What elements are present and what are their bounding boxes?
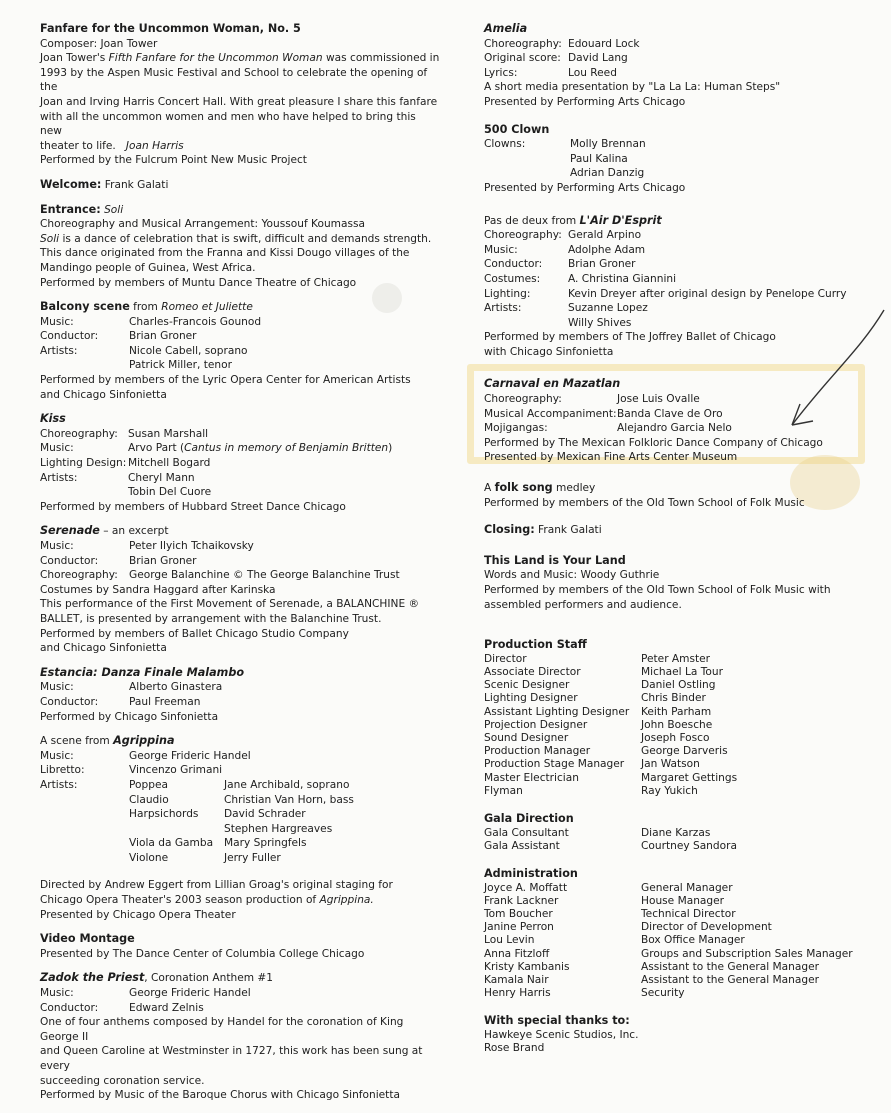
agrippina-presented: Presented by Chicago Opera Theater [40, 908, 236, 921]
credit-row: Original score: David Lang [484, 52, 628, 65]
zadok-body-line: and Queen Caroline at Westminster in 1727, this work has been sung at every [40, 1045, 423, 1072]
administration-title: Administration [484, 867, 578, 881]
agrippina-direction: Chicago Opera Theater's 2003 season production of Agrippina. [40, 894, 374, 907]
clown-presented: Presented by Performing Arts Chicago [484, 181, 686, 194]
entrance-section [40, 203, 440, 291]
carnaval-section [484, 377, 864, 465]
credit-row: Musical Accompaniment: Banda Clave de Oro [484, 407, 723, 420]
video-title: Video Montage [40, 932, 135, 946]
zadok-heading: Zadok the Priest, Coronation Anthem #1 [40, 971, 274, 985]
credit-row: Music: Peter Ilyich Tchaikovsky [40, 540, 254, 552]
amelia-title: Amelia [484, 22, 528, 35]
cast-row: Stephen Hargreaves [224, 822, 333, 835]
balcony-performed: Performed by members of the Lyric Opera Center for American Artists [40, 374, 411, 387]
video-presented: Presented by The Dance Center of Columbia College Chicago [40, 947, 365, 960]
cast-row: Artists: Poppea Jane Archibald, soprano [40, 778, 350, 791]
thanks-item: Hawkeye Scenic Studios, Inc. [484, 1029, 639, 1042]
credit-row: Music: George Frideric Handel [40, 749, 251, 762]
staff-row: Scenic Designer Daniel Ostling [484, 679, 716, 692]
fanfare-title: Fanfare for the Uncommon Woman, No. 5 [40, 22, 301, 35]
staff-row: Master Electrician Margaret Gettings [484, 771, 738, 784]
staff-row: Kamala Nair Assistant to the General Manager [484, 974, 819, 987]
credit-row: Paul Kalina [570, 152, 628, 165]
cast-row: Viola da Gamba Mary Springfels [129, 837, 307, 850]
credit-row: Choreography: Gerald Arpino [484, 229, 642, 242]
credit-row: Choreography: George Balanchine © The George Balanchine Trust [40, 569, 400, 582]
credit-row: Patrick Miller, tenor [129, 359, 232, 372]
gala-direction-section [484, 812, 864, 853]
staff-row: Janine Perron Director of Development [484, 921, 772, 934]
closing-value: Frank Galati [534, 524, 602, 537]
folk-heading: A folk song medley [484, 481, 596, 495]
cast-row: Claudio Christian Van Horn, bass [129, 793, 354, 806]
agrippina-direction: Directed by Andrew Eggert from Lillian Groag's original staging for [40, 879, 393, 892]
cast-row: Violone Jerry Fuller [129, 851, 281, 864]
land-words: Words and Music: Woody Guthrie [484, 569, 660, 582]
folk-section [484, 481, 864, 510]
fanfare-body-line: Joan Tower's Fifth Fanfare for the Uncommon Woman was commissioned in [40, 52, 440, 65]
serenade-body-line: This performance of the First Movement of Serenade, a BALANCHINE ® [40, 598, 420, 611]
credit-row: Lyrics: Lou Reed [484, 66, 617, 79]
serenade-section [40, 524, 440, 655]
production-staff-section [484, 638, 864, 798]
administration-section [484, 867, 864, 1000]
staff-row: Lou Levin Box Office Manager [484, 934, 745, 947]
credit-row: Lighting: Kevin Dreyer after original design by Penelope Curry [484, 287, 847, 300]
fanfare-body-line: Joan and Irving Harris Concert Hall. With great pleasure I share this fanfare [40, 95, 438, 108]
esprit-section [484, 214, 864, 360]
entrance-performed: Performed by members of Muntu Dance Theatre of Chicago [40, 276, 357, 289]
staff-row: Director Peter Amster [484, 652, 711, 665]
staff-row: Production Manager George Darveris [484, 745, 728, 758]
esprit-performed: with Chicago Sinfonietta [484, 345, 614, 358]
closing-section [484, 523, 864, 538]
fanfare-performed: Performed by the Fulcrum Point New Music Project [40, 154, 307, 167]
staff-row: Flyman Ray Yukich [484, 784, 698, 797]
folk-performed: Performed by members of the Old Town School of Folk Music [484, 496, 805, 509]
welcome-label: Welcome: [40, 177, 102, 191]
staff-row: Frank Lackner House Manager [484, 894, 725, 907]
serenade-body-line: Performed by members of Ballet Chicago Studio Company [40, 627, 349, 640]
agrippina-section [40, 734, 440, 922]
estancia-performed: Performed by Chicago Sinfonietta [40, 710, 219, 723]
credit-row: Artists: Suzanne Lopez [484, 302, 648, 315]
staff-row: Production Stage Manager Jan Watson [484, 758, 700, 771]
spacer [40, 865, 440, 878]
carnaval-presented: Presented by Mexican Fine Arts Center Museum [484, 451, 738, 464]
credit-row: Tobin Del Cuore [128, 486, 212, 499]
land-performed: Performed by members of the Old Town School of Folk Music with [484, 584, 831, 596]
land-performed: assembled performers and audience. [484, 598, 682, 611]
kiss-title: Kiss [40, 412, 66, 426]
zadok-body-line: One of four anthems composed by Handel for the coronation of King George II [40, 1016, 404, 1043]
credit-row: Choreography: Edouard Lock [484, 37, 640, 50]
staff-row: Sound Designer Joseph Fosco [484, 732, 710, 744]
credit-row: Music: George Frideric Handel [40, 987, 251, 1000]
entrance-body-line: This dance originated from the Franna and Kissi Dougo villages of the [40, 247, 410, 260]
serenade-body-line: BALLET, is presented by arrangement with the Balanchine Trust. [40, 612, 382, 625]
thanks-item: Rose Brand [484, 1042, 545, 1055]
thanks-section [484, 1014, 864, 1055]
zadok-section [40, 971, 440, 1102]
credit-row: Choreography: Susan Marshall [40, 427, 209, 440]
land-section [484, 554, 864, 612]
staff-row: Joyce A. Moffatt General Manager [484, 881, 733, 894]
credit-row: Willy Shives [568, 316, 632, 329]
staff-row: Assistant Lighting Designer Keith Parham [484, 705, 712, 718]
serenade-body-line: and Chicago Sinfonietta [40, 642, 167, 655]
entrance-body-line: Mandingo people of Guinea, West Africa. [40, 261, 256, 274]
credit-row: Choreography: Jose Luis Ovalle [484, 393, 700, 406]
balcony-heading: Balcony scene from Romeo et Juliette [40, 300, 253, 314]
fanfare-composer: Composer: Joan Tower [40, 37, 158, 50]
thanks-title: With special thanks to: [484, 1014, 630, 1028]
staff-row: Lighting Designer Chris Binder [484, 692, 706, 705]
serenade-heading: Serenade – an excerpt [40, 524, 169, 538]
amelia-section [484, 22, 864, 110]
carnaval-title: Carnaval en Mazatlan [484, 377, 621, 391]
credit-row: Costumes: A. Christina Giannini [484, 272, 677, 285]
credit-row: Music: Charles-Francois Gounod [40, 315, 262, 328]
video-section [40, 932, 440, 961]
agrippina-heading: A scene from Agrippina [40, 734, 175, 748]
balcony-section [40, 300, 440, 402]
staff-row: Kristy Kambanis Assistant to the General Manager [484, 960, 819, 973]
credit-row: Adrian Danzig [570, 167, 645, 180]
fanfare-section [40, 22, 440, 168]
kiss-section [40, 412, 440, 514]
staff-row: Gala Assistant Courtney Sandora [484, 839, 737, 852]
carnaval-performed: Performed by The Mexican Folkloric Dance Company of Chicago [484, 436, 823, 449]
estancia-section [40, 666, 440, 724]
kiss-performed: Performed by members of Hubbard Street Dance Chicago [40, 500, 346, 513]
land-title: This Land is Your Land [484, 553, 626, 567]
credit-row: Artists: Nicole Cabell, soprano [40, 344, 248, 357]
credit-row: Libretto: Vincenzo Grimani [40, 764, 223, 777]
credit-row: Conductor: Brian Groner [40, 330, 197, 343]
serenade-body-line: Costumes by Sandra Haggard after Karinska [40, 583, 276, 596]
staff-row: Projection Designer John Boesche [484, 718, 713, 731]
staff-row: Henry Harris Security [484, 987, 685, 1000]
staff-row: Gala Consultant Diane Karzas [484, 826, 711, 839]
credit-row: Music: Arvo Part (Cantus in memory of Benjamin Britten) [40, 442, 393, 455]
entrance-credit: Choreography and Musical Arrangement: Youssouf Koumassa [40, 218, 366, 231]
credit-row: Conductor: Paul Freeman [40, 695, 201, 708]
credit-row: Conductor: Brian Groner [40, 554, 197, 567]
entrance-heading: Entrance: Soli [40, 202, 124, 216]
estancia-title: Estancia: Danza Finale Malambo [40, 665, 245, 679]
balcony-performed: and Chicago Sinfonietta [40, 388, 167, 401]
credit-row: Music: Adolphe Adam [484, 243, 646, 256]
production-staff-title: Production Staff [484, 638, 587, 652]
welcome-value: Frank Galati [101, 178, 169, 191]
clown-title: 500 Clown [484, 122, 550, 136]
credit-row: Lighting Design: Mitchell Bogard [40, 457, 211, 470]
credit-row: Conductor: Edward Zelnis [40, 1001, 204, 1014]
credit-row: Artists: Cheryl Mann [40, 471, 195, 484]
gala-direction-title: Gala Direction [484, 812, 574, 826]
fanfare-body-line: with all the uncommon women and men who have helped to bring this new [40, 110, 416, 138]
program-right-column [484, 22, 864, 1068]
entrance-body-line: Soli is a dance of celebration that is swift, difficult and demands strength. [40, 232, 432, 245]
credit-row: Conductor: Brian Groner [484, 258, 636, 271]
clown-section [484, 123, 864, 196]
esprit-performed: Performed by members of The Joffrey Ballet of Chicago [484, 331, 776, 344]
cast-row: Harpsichords David Schrader [129, 808, 306, 821]
amelia-presented: Presented by Performing Arts Chicago [484, 95, 686, 108]
credit-row: Mojigangas: Alejandro Garcia Nelo [484, 422, 732, 435]
welcome-section [40, 178, 440, 193]
credit-row: Music: Alberto Ginastera [40, 681, 223, 694]
staff-row: Tom Boucher Technical Director [484, 908, 736, 921]
fanfare-body-line: 1993 by the Aspen Music Festival and School to celebrate the opening of the [40, 66, 428, 94]
zadok-performed: Performed by Music of the Baroque Chorus with Chicago Sinfonietta [40, 1089, 400, 1102]
staff-row: Associate Director Michael La Tour [484, 665, 723, 678]
closing-label: Closing: [484, 523, 535, 537]
amelia-note: A short media presentation by "La La La: Human Steps" [484, 81, 781, 94]
credit-row: Clowns: Molly Brennan [484, 138, 646, 151]
zadok-body-line: succeeding coronation service. [40, 1074, 205, 1087]
fanfare-body-line: theater to life. Joan Harris [40, 139, 184, 152]
esprit-heading: Pas de deux from L'Air D'Esprit [484, 213, 662, 227]
program-left-column [40, 22, 440, 1113]
staff-row: Anna Fitzloff Groups and Subscription Sales Manager [484, 947, 853, 960]
